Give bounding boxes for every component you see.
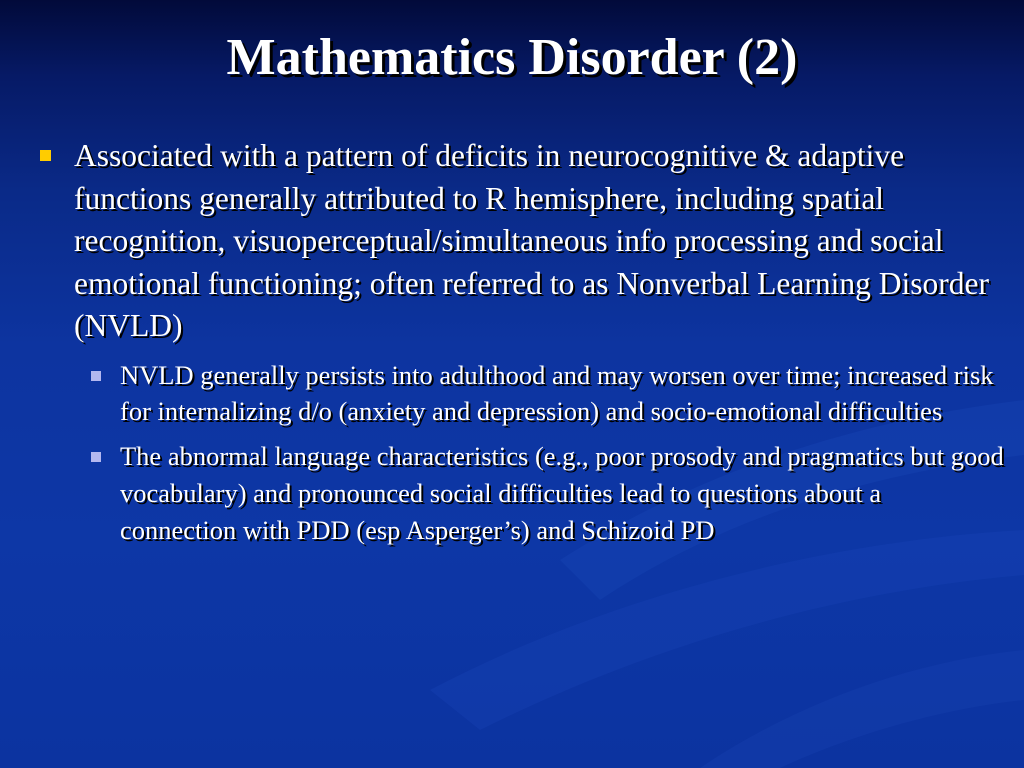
sub-bullet-text: The abnormal language characteristics (e.g., poor prosody and pragmatics but good vocabulary) and pronounced social difficulties lead to questions about a connection with PDD (esp Asperger’s) and Schizoid PD <box>120 441 1004 545</box>
bullet-item-level1 <box>34 135 1004 348</box>
square-bullet-icon <box>91 452 101 462</box>
bullet-text: Associated with a pattern of deficits in neurocognitive & adaptive functions generally attributed to R hemisphere, including spatial recognition, visuoperceptual/simultaneous info processing and social emotional functioning; often referred to as Nonverbal Learning Disorder (NVLD) <box>74 138 989 343</box>
sub-bullet-list <box>84 357 1004 549</box>
square-bullet-icon <box>91 371 101 381</box>
slide-body <box>34 135 1004 556</box>
bullet-item-level2 <box>84 357 1004 431</box>
bullet-item-level2 <box>84 438 1004 548</box>
slide-title: Mathematics Disorder (2) <box>226 29 798 86</box>
sub-bullet-text: NVLD generally persists into adulthood and may worsen over time; increased risk for internalizing d/o (anxiety and depression) and socio-emotional difficulties <box>120 359 994 427</box>
square-bullet-icon <box>40 150 51 161</box>
